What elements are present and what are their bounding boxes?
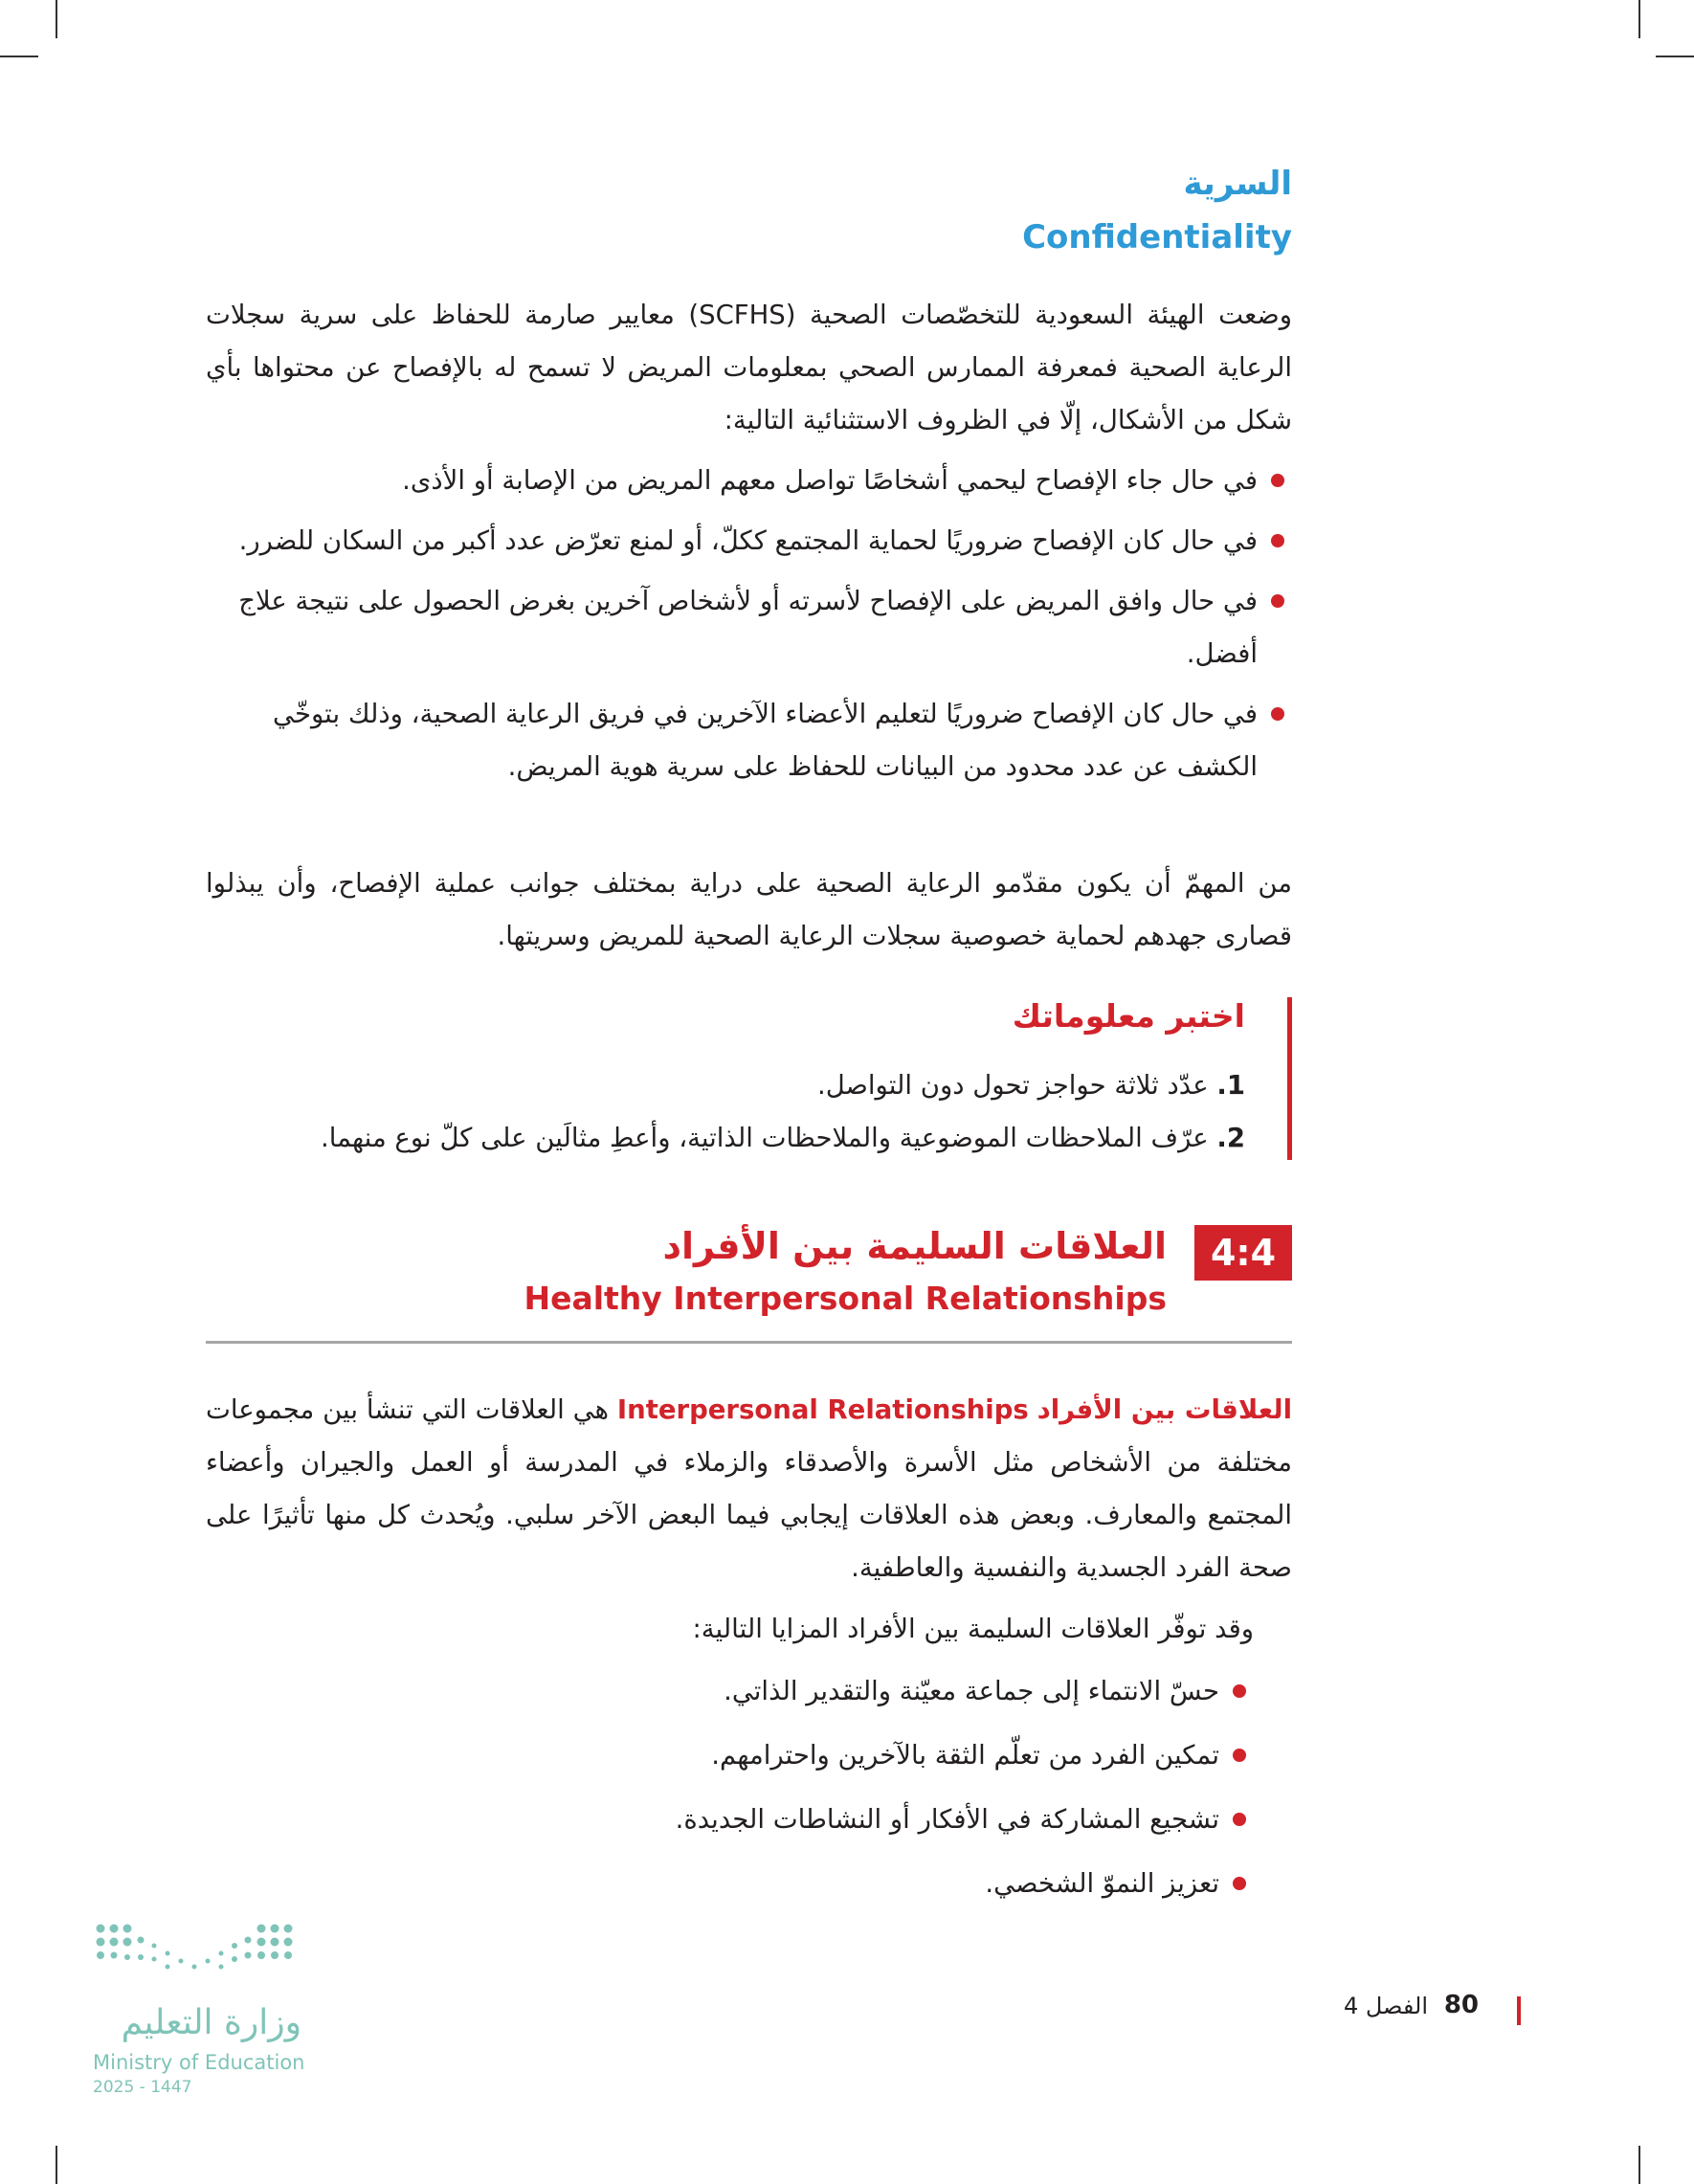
confidentiality-intro: وضعت الهيئة السعودية للتخصّصات الصحية (SCFHS) معايير صارمة للحفاظ على سرية سجلات الرعاية الصحية فمعرفة الممارس الصحي بمعلومات المريض لا تسمح له بالإفصاح عن محتواها بأي شكل من الأشكال، إلّا في الظروف الاستثنائية التالية: [206,300,1292,435]
page-number: 80 [1443,1991,1479,2019]
benefits-intro: وقد توفّر العلاقات السليمة بين الأفراد المزايا التالية: [692,1614,1254,1644]
crop-mark [56,2146,57,2184]
list-item: في حال وافق المريض على الإفصاح لأسرته أو لأشخاص آخرين بغرض الحصول على نتيجة علاج أفضل. [206,575,1292,680]
quiz-box [201,997,1292,1160]
section-title-en: Healthy Interpersonal Relationships [524,1280,1167,1317]
list-item: في حال كان الإفصاح ضروريًا لتعليم الأعضاء الآخرين في فريق الرعاية الصحية، وذلك بتوخّي الكشف عن عدد محدود من البيانات للحفاظ على سرية هوية المريض. [206,688,1292,793]
crop-mark [1656,56,1694,57]
section-divider [206,1341,1292,1344]
bullet-icon [1233,1813,1246,1826]
logo-name-en: Ministry of Education [93,2051,305,2074]
bullet-icon [1233,1684,1246,1698]
list-item: تعزيز النموّ الشخصي. [206,1858,1254,1910]
bullet-icon [1271,534,1284,547]
bullet-icon [1271,707,1284,721]
crop-mark [56,0,57,38]
list-item: تشجيع المشاركة في الأفكار أو النشاطات الجديدة. [206,1794,1254,1846]
page-footer [1302,1991,1531,2029]
list-item: حسّ الانتماء إلى جماعة معيّنة والتقدير الذاتي. [206,1665,1254,1718]
relationships-paragraph: العلاقات بين الأفراد Interpersonal Relationships هي العلاقات التي تنشأ بين مجموعات مختلفة من الأشخاص مثل الأسرة والأصدقاء والزملاء في المدرسة أو العمل والجيران وأعضاء المجتمع والمعارف. وبعض هذه العلاقات إيجابي فيما البعض الآخر سلبي. ويُحدث كل منها تأثيرًا على صحة الفرد الجسدية والنفسية والعاطفية. [206,1394,1292,1583]
list-item: تمكين الفرد من تعلّم الثقة بالآخرين واحترامهم. [206,1729,1254,1782]
confidentiality-bullets [206,455,1292,793]
section-title-ar: العلاقات السليمة بين الأفراد [662,1225,1167,1267]
quiz-title: اختبر معلوماتك [1012,997,1245,1035]
bullet-icon [1233,1877,1246,1890]
logo-dots-icon [91,1919,301,1995]
key-term-ar: العلاقات بين الأفراد [1036,1394,1292,1425]
confidentiality-title-ar: السرية [1183,165,1292,203]
quiz-item: 1. عدّد ثلاثة حواجز تحول دون التواصل. [816,1070,1245,1101]
ministry-logo [91,1919,311,2101]
quiz-item: 2. عرّف الملاحظات الموضوعية والملاحظات الذاتية، وأعطِ مثالَين على كلّ نوع منهما. [320,1123,1245,1153]
footer-divider [1517,1996,1521,2025]
bullet-icon [1271,474,1284,487]
key-term-en: Interpersonal Relationships [616,1394,1029,1425]
list-item: في حال كان الإفصاح ضروريًا لحماية المجتمع ككلّ، أو لمنع تعرّض عدد أكبر من السكان للضرر. [206,515,1292,568]
chapter-label: الفصل 4 [1343,1993,1428,2019]
confidentiality-title-en: Confidentiality [1022,218,1292,256]
confidentiality-closing: من المهمّ أن يكون مقدّمو الرعاية الصحية على دراية بمختلف جوانب عملية الإفصاح، وأن يبذلوا قصارى جهدهم لحماية خصوصية سجلات الرعاية الصحية للمريض وسريتها. [206,868,1292,951]
quiz-list [321,1059,1245,1165]
bullet-icon [1233,1749,1246,1762]
benefits-list [206,1665,1254,1910]
crop-mark [0,56,38,57]
section-number-badge: 4:4 [1194,1225,1292,1281]
crop-mark [1638,0,1640,38]
bullet-icon [1271,594,1284,608]
logo-name-ar: وزارة التعليم [121,2003,301,2042]
list-item: في حال جاء الإفصاح ليحمي أشخاصًا تواصل معهم المريض من الإصابة أو الأذى. [206,455,1292,507]
crop-mark [1638,2146,1640,2184]
logo-year: 2025 - 1447 [93,2078,192,2097]
